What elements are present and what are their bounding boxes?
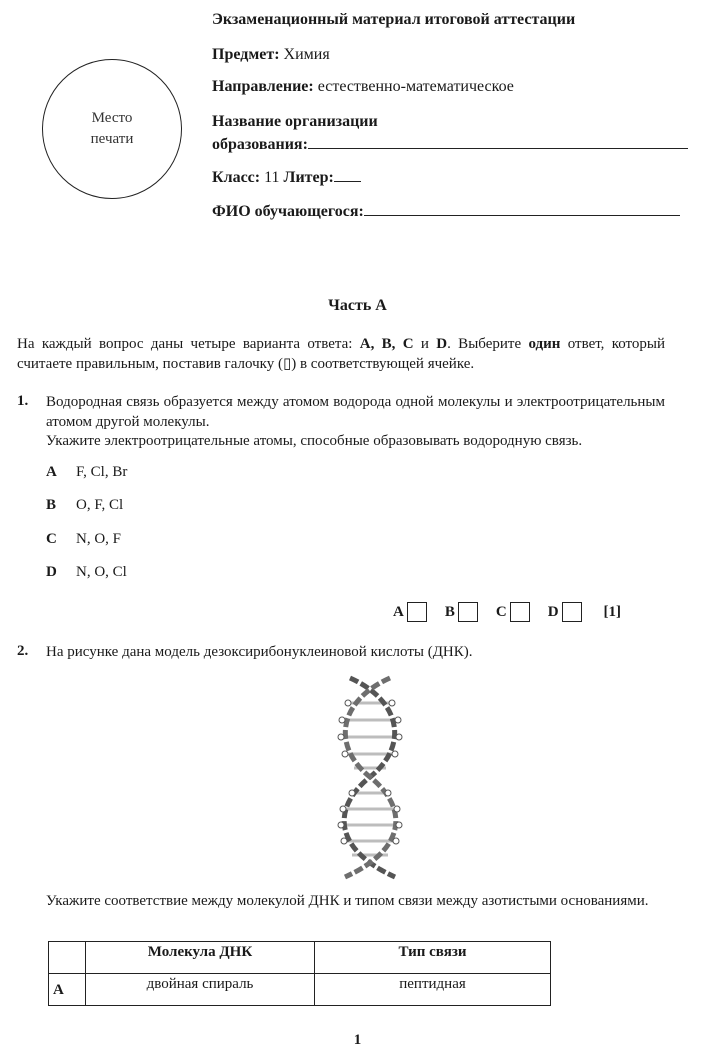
org-label-line1: Название организации [212, 113, 378, 130]
subject-label: Предмет: [212, 46, 280, 63]
direction-line [212, 77, 514, 97]
q1-answer-b [445, 602, 478, 622]
q1-option-letter-a: A [46, 464, 57, 480]
table-cell-molecule: двойная спираль [86, 974, 315, 1006]
dna-double-helix-image [330, 675, 410, 880]
direction-value: естественно-математическое [317, 78, 514, 95]
direction-label: Направление: [212, 78, 314, 95]
table-row [49, 974, 551, 1006]
q1-option-letter-c: C [46, 531, 57, 547]
q1-answer-letter-c: C [495, 603, 507, 620]
q1-answer-checkbox-b[interactable] [458, 602, 478, 622]
org-line [212, 134, 688, 155]
table-header-bond-type: Тип связи [315, 942, 551, 974]
table-row-label: A [49, 974, 86, 1006]
stamp-label-line1: Место [91, 110, 133, 126]
student-label: ФИО обучающегося: [212, 203, 364, 220]
q1-answer-checkbox-c[interactable] [510, 602, 530, 622]
q1-option-text-b: O, F, Cl [76, 497, 124, 513]
q1-answer-a [393, 602, 427, 622]
liter-label: Литер: [283, 169, 334, 186]
liter-blank-field[interactable] [334, 167, 361, 182]
exam-title: Экзаменационный материал итоговой аттестации [212, 11, 576, 28]
question1-prompt: Укажите электроотрицательные атомы, способные образовывать водородную связь. [46, 433, 583, 449]
q1-marks: [1] [603, 603, 622, 620]
q1-option-text-c: N, O, F [76, 531, 122, 547]
question2-text: На рисунке дана модель дезоксирибонуклеиновой кислоты (ДНК). [46, 644, 473, 660]
q1-answer-checkbox-a[interactable] [407, 602, 427, 622]
question2-number: 2. [17, 643, 29, 659]
q1-answer-letter-b: B [444, 603, 455, 620]
q1-answer-letter-d: D [547, 603, 559, 620]
student-blank-field[interactable] [364, 201, 680, 216]
q1-answer-row [393, 600, 621, 624]
question1-text: Водородная связь образуется между атомом водорода одной молекулы и электроотрицательным атомом другой молекулы. Укажите электроотрицательные атомы, способные образовывать водородную связь. [46, 393, 665, 452]
class-value: 11 [264, 169, 280, 186]
dna-strands [344, 678, 396, 877]
q1-option-letter-b: B [46, 497, 57, 513]
stamp-circle [42, 59, 182, 199]
q1-answer-letter-a: A [393, 603, 404, 620]
question1-number: 1. [17, 393, 29, 409]
instructions: На каждый вопрос даны четыре варианта ответа: A, B, C и D. Выберите один ответ, который считаете правильным, поставив галочку (▯) в соответствующей ячейке. [17, 336, 666, 372]
org-label-line2: образования: [212, 136, 308, 153]
question2-table [48, 941, 551, 1006]
subject-value: Химия [283, 46, 330, 63]
q1-option-text-d: N, O, Cl [76, 564, 127, 580]
q1-option-text-a: F, Cl, Br [76, 464, 128, 480]
q1-option-letter-d: D [46, 564, 57, 580]
stamp-label-line2: печати [90, 131, 134, 147]
page-number: 1 [353, 1032, 362, 1048]
table-header-molecule: Молекула ДНК [86, 942, 315, 974]
subject-line [212, 45, 330, 65]
student-line [212, 201, 680, 222]
table-header-row [49, 942, 551, 974]
table-cell-bond: пептидная [315, 974, 551, 1006]
q1-answer-c [496, 602, 530, 622]
class-label: Класс: [212, 169, 261, 186]
class-line [212, 167, 361, 188]
q1-answer-checkbox-d[interactable] [562, 602, 582, 622]
question2-prompt: Укажите соответствие между молекулой ДНК и типом связи между азотистыми основаниями. [46, 893, 649, 909]
q1-answer-d [548, 602, 582, 622]
checkbox-symbol: ▯ [282, 356, 292, 372]
table-header-empty [49, 942, 86, 974]
part-title: Часть А [328, 297, 387, 314]
org-blank-field[interactable] [308, 134, 688, 149]
